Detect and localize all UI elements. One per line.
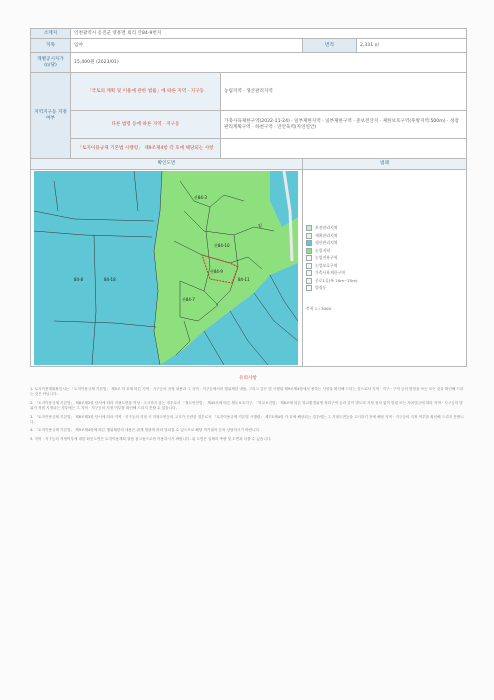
jimok-label: 지목 [31,39,71,53]
legend-label: 농림지역 [315,247,331,253]
legend-swatch [306,278,312,284]
location-label: 소재지 [31,29,71,39]
land-use-plan-document [30,28,466,445]
law3-value [221,139,467,159]
legend-item [306,239,463,247]
legend-swatch [306,255,312,261]
location-value: 인천광역시 옹진군 영흥면 외리 산84-9번지 [71,29,467,39]
legend-title: 범례 [303,159,467,170]
legend-panel [303,170,467,367]
legend-swatch [306,248,312,254]
price-value: 15,400원 (2023/01) [71,53,467,73]
legend-swatch [306,263,312,269]
legend-item [306,284,463,292]
legend-item [306,224,463,232]
map-label: 임 [258,223,262,228]
legend-swatch [306,233,312,239]
legend-item [306,277,463,285]
legend-item [306,254,463,262]
note-item: 1. 토지이용계획확인서는 「토지이용규제 기본법」 제5조 각 호에 따른 지역 · 지구등의 지정 내용과 그 지역 · 지구등에서의 행위제한 내용, 그리고 같은 법 시행령 제9조제4항에서 정하는 사항을 확인해 드리는 것으로서 지역 · 지구 · 구역 등의 명칭을 쓰는 모든 것을 확인해 드리는 것은 아닙니다. [30,387,464,397]
legend-label: 농업진흥구역 [315,255,338,260]
map-scale: 축척 1 / 3000 [306,305,331,311]
legend-label: 농업보호구역 [315,262,338,268]
map-label: 산84-3 [194,195,207,200]
legend-item [306,262,463,270]
confirmation-map [34,171,298,365]
law2-label: 다른 법령 등에 따른 지역 · 지구등 [71,111,221,139]
legend-swatch [306,270,312,276]
notes-list [30,387,466,442]
map-label: 84-18 [104,277,116,282]
legend-label: 보전관리지역 [315,225,338,230]
legend-item [306,269,463,277]
law2-value: 가축사육제한구역(2022-11-24) · 일부제한지역 · 일부제한구역 · 준보전산지 · 제한보호구역(후방지역:500m) · 성장관리계획구역 · 하천구역 · 연안육역(자연연안) [221,111,467,139]
land-info-table [30,28,467,367]
legend-swatch [306,225,312,231]
law3-label: 「토지이용규제 기본법 시행령」 제9조제4항 각 호에 해당되는 사항 [71,139,221,159]
law1-value: 농림지역 · 생산관리지역 [221,73,467,111]
map-cell [31,170,303,367]
map-label: 산84-10 [214,243,230,248]
legend-label: 중로1류(폭 20m~25m) [315,277,358,283]
legend-label: 생산관리지역 [315,240,338,245]
note-item: 5. 지역 · 지구등의 지정여부에 대한 확인도면은 토지이용계획 열람 참고용으로만 이용하시기 바랍니다. 위 도면은 실제의 측량 및 도면과 다를 수 있습니다. [30,436,272,441]
legend-swatch [306,285,312,291]
legend-item [306,247,463,255]
notes-title: 유의사항 [239,376,257,381]
map-title: 확인도면 [31,159,303,170]
map-label: 산84-7 [182,297,195,302]
legend-label: 법정동 [315,285,327,290]
price-label: 개별공시지가 (㎡당) [31,53,71,73]
map-label: 84-8 [74,277,84,282]
jimok-value: 임야 [71,39,303,53]
legend-label: 가축사육제한구역 [315,270,346,275]
map-label: 84-11 [238,277,250,282]
note-item: 3. 「토지이용규제 기본법」 제8조제3항 단서에 따라 지역 · 지구등의 지정 시 지형도면등의 고시가 곤란한 경우로서 「토지이용규제 기본법 시행령」 제7조제4항 각 호에 해당되는 경우에는 그 지형도면등을 고시하기 전에 해당 지역 · 지구등의 지정 여부를 확인해 드리지 못합니다. [30,414,464,425]
map-drawing [34,171,298,365]
note-item: 2. 「토지이용규제 기본법」 제8조제2항 단서에 따라 지형도면을 작성 · 고시하지 않는 경우로서 「철도안전법」 제45조에 따른 철도보호지구, 「학교보건법」 제6조에 따른 학교환경위생 정화구역 등과 같이 별도의 지정 절차 없이 법령 또는 자치법규에 따라 지역 · 지구등의 범위가 직접 지정되는 경우에는 그 지역 · 지구등의 지정 여부를 확인해 드리지 못할 수 있습니다. [30,400,463,411]
law1-label: 「국토의 계획 및 이용에 관한 법률」에 따른 지역 · 지구등 [71,73,221,111]
map-label: 산84-9 [210,269,223,274]
legend-list [306,224,463,292]
legend-item [306,232,463,240]
legend-label: 계획관리지역 [315,232,338,238]
area-label: 면적 [303,39,357,53]
legend-swatch [306,240,312,246]
note-item: 4. 「토지이용규제 기본법」 제9조제4항에 따른 행위제한의 내용은 관계 법령에 따라 달라질 수 있으므로 해당 허가권자 등과 상담하시기 바랍니다. [30,428,261,433]
area-value: 2,331 ㎡ [357,39,467,53]
zoning-section-label: 지역지구등 지정여부 [31,73,71,159]
